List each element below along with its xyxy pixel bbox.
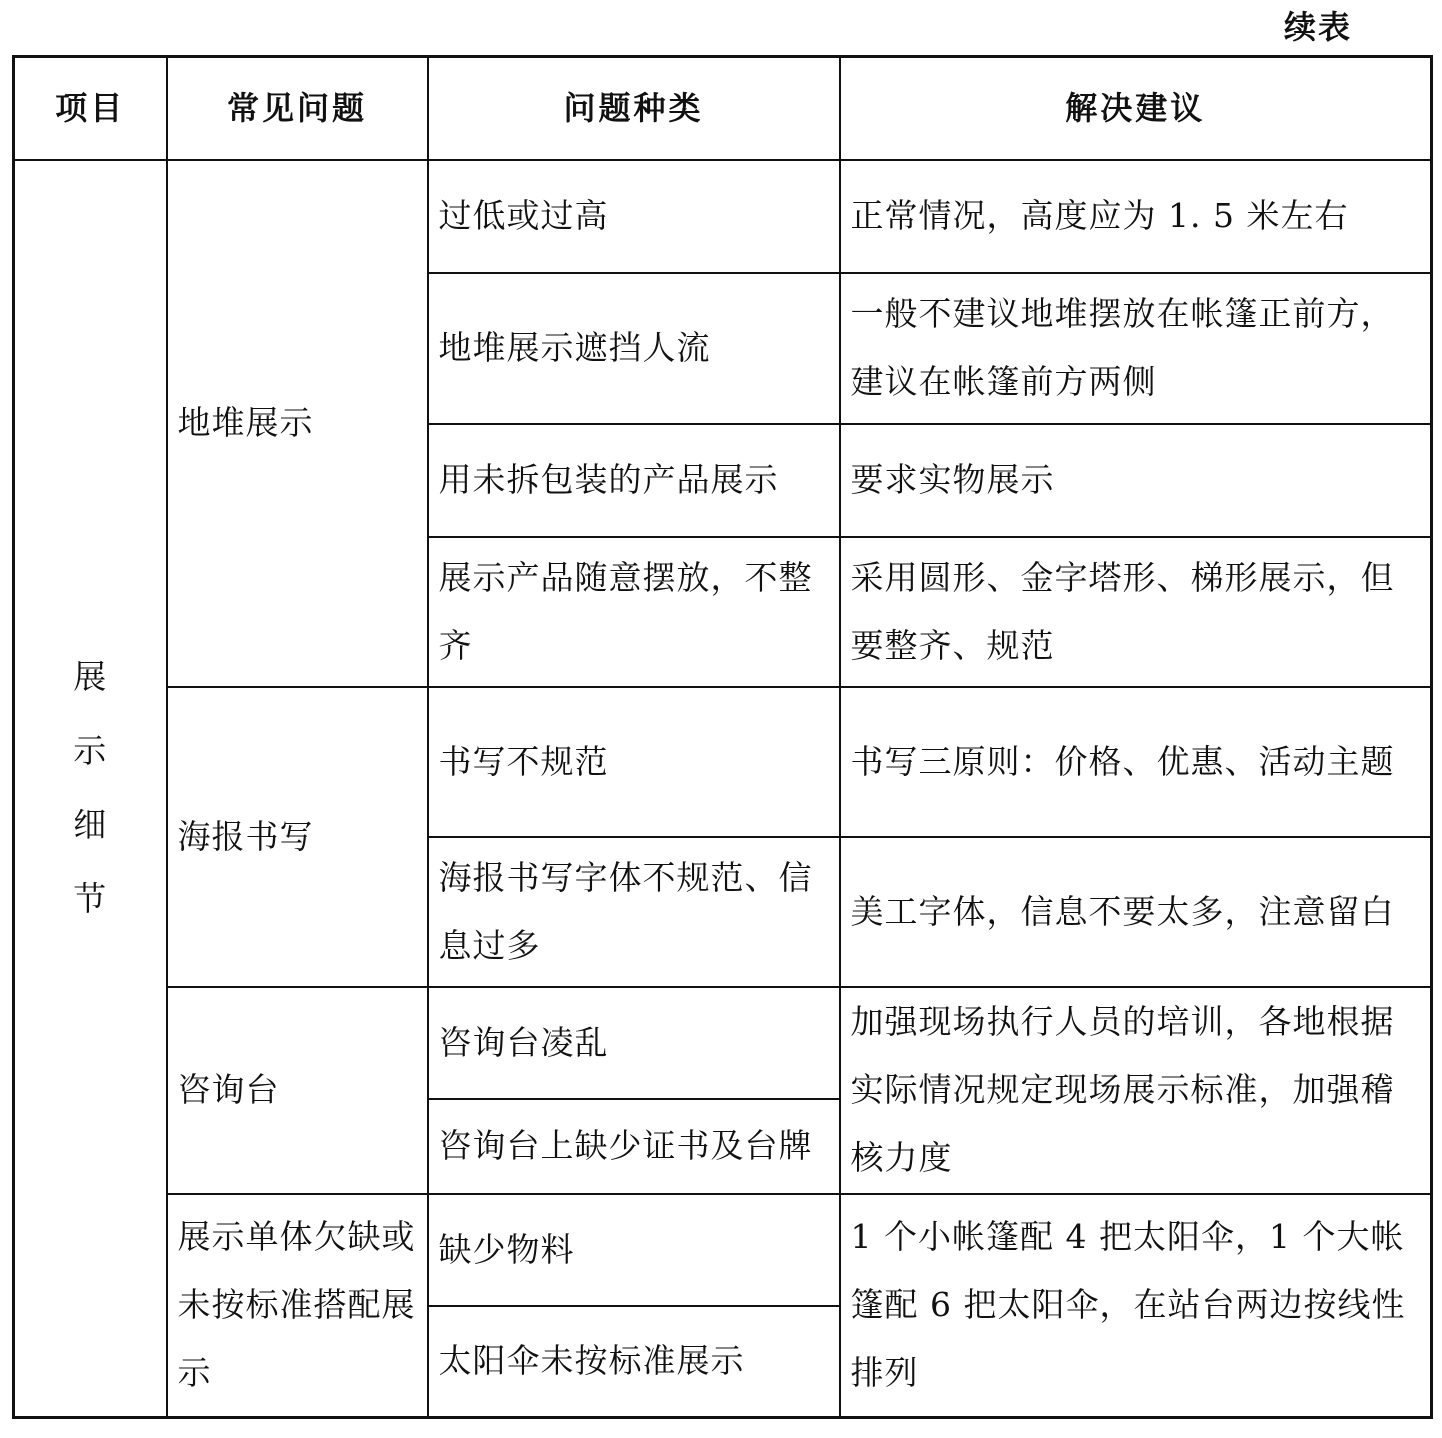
item-char: 细 xyxy=(73,805,108,845)
advice-cell: 书写三原则：价格、优惠、活动主题 xyxy=(840,687,1432,837)
kind-cell: 地堆展示遮挡人流 xyxy=(428,273,840,424)
item-cell xyxy=(14,160,167,1418)
table-row xyxy=(14,687,1432,837)
table-row xyxy=(14,987,1432,1099)
advice-cell: 1 个小帐篷配 4 把太阳伞，1 个大帐篷配 6 把太阳伞，在站台两边按线性排列 xyxy=(840,1194,1432,1418)
item-char: 示 xyxy=(73,731,108,771)
kind-cell: 过低或过高 xyxy=(428,160,840,273)
kind-cell: 咨询台上缺少证书及台牌 xyxy=(428,1099,840,1194)
header-problem-type: 问题种类 xyxy=(428,57,840,160)
advice-cell: 采用圆形、金字塔形、梯形展示，但要整齐、规范 xyxy=(840,537,1432,687)
item-char: 节 xyxy=(73,879,108,919)
header-common-problem: 常见问题 xyxy=(167,57,428,160)
problem-cell: 咨询台 xyxy=(167,987,428,1194)
advice-cell: 要求实物展示 xyxy=(840,424,1432,537)
kind-cell: 用未拆包装的产品展示 xyxy=(428,424,840,537)
kind-cell: 书写不规范 xyxy=(428,687,840,837)
problem-cell: 展示单体欠缺或未按标准搭配展示 xyxy=(167,1194,428,1418)
kind-cell: 展示产品随意摆放，不整齐 xyxy=(428,537,840,687)
advice-cell: 正常情况，高度应为 1. 5 米左右 xyxy=(840,160,1432,273)
table-row xyxy=(14,160,1432,273)
kind-cell: 太阳伞未按标准展示 xyxy=(428,1306,840,1418)
header-row xyxy=(14,57,1432,160)
table-row xyxy=(14,1194,1432,1306)
table-caption: 续表 xyxy=(1283,8,1352,46)
item-char: 展 xyxy=(73,657,108,697)
kind-cell: 海报书写字体不规范、信息过多 xyxy=(428,837,840,987)
problem-cell: 海报书写 xyxy=(167,687,428,987)
advice-cell: 美工字体，信息不要太多，注意留白 xyxy=(840,837,1432,987)
header-suggestion: 解决建议 xyxy=(840,57,1432,160)
kind-cell: 缺少物料 xyxy=(428,1194,840,1306)
header-item: 项目 xyxy=(14,57,167,160)
issues-table xyxy=(12,55,1433,1419)
kind-cell: 咨询台凌乱 xyxy=(428,987,840,1099)
advice-cell: 加强现场执行人员的培训，各地根据实际情况规定现场展示标准，加强稽核力度 xyxy=(840,987,1432,1194)
problem-cell: 地堆展示 xyxy=(167,160,428,687)
advice-cell: 一般不建议地堆摆放在帐篷正前方，建议在帐篷前方两侧 xyxy=(840,273,1432,424)
